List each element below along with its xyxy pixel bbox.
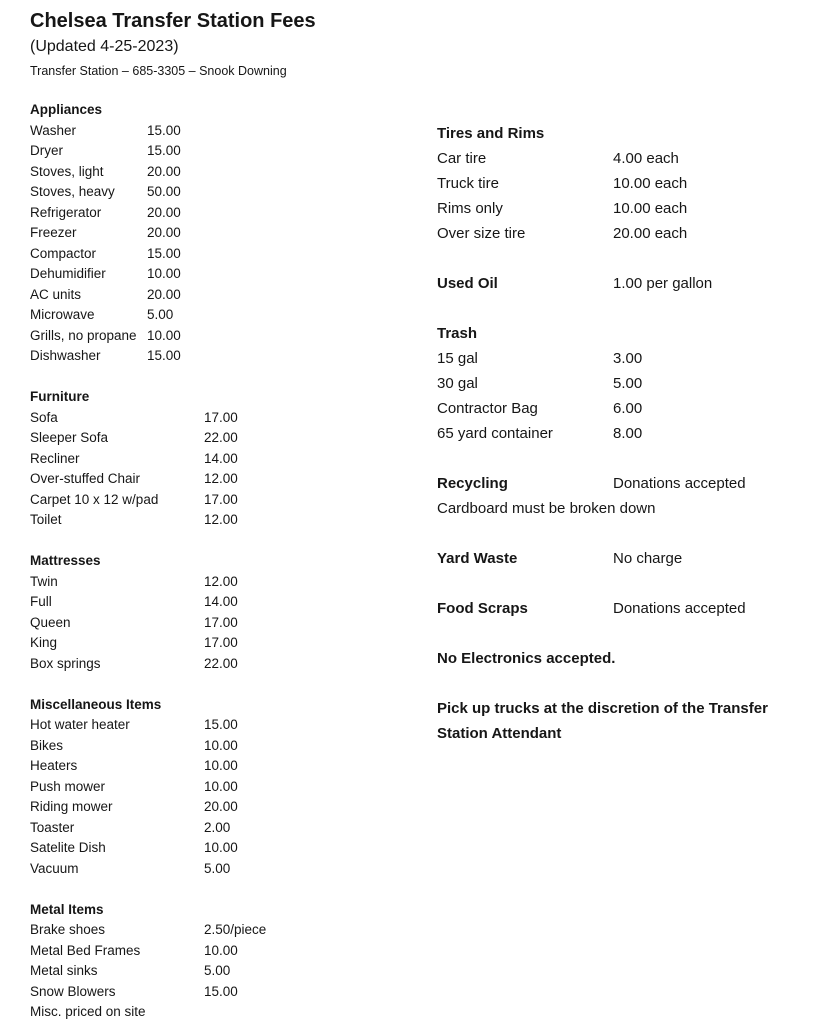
section-title: Trash — [437, 325, 478, 342]
fee-item-label: Misc. priced on site — [30, 1004, 146, 1019]
fee-row — [30, 736, 422, 757]
fee-row — [437, 421, 792, 446]
fee-item-label: Toaster — [30, 819, 75, 835]
fee-row — [437, 546, 792, 571]
fee-item-price: 14.00 — [204, 450, 238, 466]
fee-row — [437, 171, 792, 196]
fee-item-label: Recliner — [30, 450, 80, 466]
fee-row — [437, 146, 792, 171]
fee-row — [30, 859, 422, 880]
fee-item-price: 12.00 — [204, 512, 238, 527]
fee-item-price: 2.00 — [204, 819, 231, 835]
fee-item-label: Freezer — [30, 225, 77, 240]
fee-item-label: Refrigerator — [30, 204, 102, 220]
fee-item-label: Bikes — [30, 737, 64, 753]
fee-item-label: 30 gal — [437, 375, 478, 392]
fee-row — [437, 346, 792, 371]
fee-item-price: 10.00 — [147, 327, 181, 343]
fee-item-label: Dishwasher — [30, 348, 101, 363]
fee-item-label: Sofa — [30, 409, 58, 425]
fee-row — [30, 264, 422, 285]
fee-item-label: Riding mower — [30, 799, 113, 814]
fee-row — [30, 633, 422, 654]
fee-item-price: 20.00 — [204, 799, 238, 814]
fee-item-label: Dryer — [30, 143, 63, 158]
section-title: Yard Waste — [437, 550, 518, 567]
fee-row — [30, 469, 422, 490]
fee-row — [30, 941, 422, 962]
fee-item-price: 20.00 each — [613, 225, 688, 242]
fee-item-price: 15.00 — [204, 717, 238, 732]
fee-item-price: 20.00 — [147, 163, 181, 179]
section-furniture — [30, 387, 422, 531]
fee-item-price: 5.00 — [204, 860, 231, 876]
section-food-scraps — [437, 596, 792, 621]
section-title: Metal Items — [30, 901, 104, 917]
fee-row — [30, 223, 422, 244]
fee-item-price: 1.00 per gallon — [613, 275, 713, 292]
section-mattresses — [30, 551, 422, 674]
fee-row — [30, 203, 422, 224]
fee-row — [437, 471, 792, 496]
fee-item-price: 5.00 — [204, 963, 231, 978]
fee-item-price: 10.00 — [147, 266, 181, 281]
section-title: Tires and Rims — [437, 125, 545, 142]
fee-item-price: Donations accepted — [613, 600, 746, 617]
fee-item-label: Hot water heater — [30, 717, 130, 732]
section-tires-and-rims — [437, 121, 792, 246]
section-title: Recycling — [437, 475, 508, 492]
fee-row — [437, 196, 792, 221]
fee-row — [30, 182, 422, 203]
fee-item-label: Over size tire — [437, 225, 526, 242]
fee-item-label: Stoves, heavy — [30, 184, 115, 199]
fee-item-price: 15.00 — [147, 143, 181, 158]
fee-item-price: 10.00 — [204, 840, 238, 855]
statement-no-electronics-accepted: No Electronics accepted. — [437, 650, 616, 667]
fee-item-label: AC units — [30, 286, 82, 302]
fee-row — [30, 654, 422, 675]
fee-item-label: Toilet — [30, 512, 62, 527]
fee-item-label: Grills, no propane — [30, 327, 137, 343]
fee-item-price: 8.00 — [613, 425, 643, 442]
fee-item-price: 22.00 — [204, 430, 238, 445]
fee-item-price: 20.00 — [147, 204, 181, 220]
fee-item-price: 2.50/piece — [204, 922, 267, 937]
fee-item-label: Metal Bed Frames — [30, 942, 141, 958]
fee-row — [30, 285, 422, 306]
fee-item-price: No charge — [613, 550, 683, 567]
fee-item-price: 10.00 each — [613, 200, 688, 217]
fee-item-label: Push mower — [30, 778, 106, 794]
fee-item-price: 5.00 — [147, 307, 174, 322]
fee-row — [30, 592, 422, 613]
fee-item-label: Metal sinks — [30, 963, 98, 978]
fee-item-label: Over-stuffed Chair — [30, 471, 141, 486]
fee-row — [30, 572, 422, 593]
fee-item-price: 6.00 — [613, 400, 643, 417]
fee-row — [437, 221, 792, 246]
fee-item-label: Dehumidifier — [30, 266, 106, 281]
fee-row — [437, 271, 792, 296]
fee-row — [30, 797, 422, 818]
fee-item-price: 5.00 — [613, 375, 643, 392]
fee-item-price: 10.00 — [204, 758, 238, 773]
section-title: Mattresses — [30, 553, 101, 568]
section-appliances — [30, 100, 422, 367]
statement-pick-up-trucks: Pick up trucks at the discretion of the Transfer Station Attendant — [437, 700, 768, 742]
contact-line: Transfer Station – 685-3305 – Snook Downing — [30, 64, 287, 78]
fee-item-price: 10.00 — [204, 778, 238, 794]
fee-item-price: 10.00 — [204, 737, 238, 753]
fee-item-price: 14.00 — [204, 594, 238, 609]
fee-row — [30, 982, 422, 1003]
section-title: Food Scraps — [437, 600, 528, 617]
fee-item-label: Snow Blowers — [30, 983, 116, 999]
left-column — [30, 100, 422, 1023]
fee-row — [437, 596, 792, 621]
fee-item-label: Twin — [30, 573, 58, 589]
fee-item-price: 17.00 — [204, 491, 238, 507]
fee-row — [30, 490, 422, 511]
fee-item-label: Sleeper Sofa — [30, 430, 109, 445]
fee-item-label: Truck tire — [437, 175, 499, 192]
section-yard-waste — [437, 546, 792, 571]
fee-item-price: 20.00 — [147, 225, 181, 240]
fee-item-label: Washer — [30, 122, 77, 138]
fee-row — [30, 613, 422, 634]
fee-item-price: 15.00 — [147, 348, 181, 363]
fee-row — [30, 715, 422, 736]
fee-item-price: 15.00 — [147, 122, 181, 138]
fee-item-label: Queen — [30, 614, 71, 630]
fee-row — [30, 428, 422, 449]
fee-row — [30, 777, 422, 798]
fee-row — [30, 121, 422, 142]
section-note: Cardboard must be broken down — [437, 500, 656, 517]
fee-row — [30, 346, 422, 367]
fee-row — [30, 1002, 422, 1023]
section-miscellaneous-items — [30, 695, 422, 880]
section-trash — [437, 321, 792, 446]
fee-row — [30, 449, 422, 470]
fee-row — [30, 756, 422, 777]
fee-row — [30, 408, 422, 429]
fee-item-label: Vacuum — [30, 860, 79, 876]
fee-row — [30, 838, 422, 859]
section-title: Appliances — [30, 102, 103, 117]
fee-item-price: 50.00 — [147, 184, 181, 199]
fee-item-price: 12.00 — [204, 471, 238, 486]
fee-item-label: 15 gal — [437, 350, 478, 367]
fee-item-label: Full — [30, 594, 52, 609]
fee-item-label: Compactor — [30, 245, 97, 261]
fee-item-label: King — [30, 635, 58, 650]
fee-item-price: 15.00 — [204, 983, 238, 999]
fee-item-label: Microwave — [30, 307, 95, 322]
fee-row — [30, 141, 422, 162]
fee-item-price: Donations accepted — [613, 475, 746, 492]
fee-item-label: Box springs — [30, 655, 101, 671]
fee-item-label: Car tire — [437, 150, 487, 167]
fee-item-price: 17.00 — [204, 614, 238, 630]
section-title: Furniture — [30, 389, 90, 404]
fee-row — [30, 961, 422, 982]
document-header — [30, 9, 316, 83]
section-metal-items — [30, 900, 422, 1023]
fee-item-price: 3.00 — [613, 350, 643, 367]
fee-item-label: Stoves, light — [30, 163, 104, 179]
fee-row — [30, 305, 422, 326]
fee-item-price: 22.00 — [204, 655, 238, 671]
fee-row — [30, 326, 422, 347]
fee-item-price: 10.00 each — [613, 175, 688, 192]
section-title: Used Oil — [437, 275, 498, 292]
fee-row — [437, 396, 792, 421]
fee-item-label: Satelite Dish — [30, 840, 106, 855]
section-used-oil — [437, 271, 792, 296]
fee-item-price: 4.00 each — [613, 150, 679, 167]
fee-item-label: Brake shoes — [30, 922, 106, 937]
fee-item-price: 15.00 — [147, 245, 181, 261]
updated-date: (Updated 4-25-2023) — [30, 38, 179, 55]
fee-item-price: 10.00 — [204, 942, 238, 958]
fee-item-price: 17.00 — [204, 409, 238, 425]
fee-row — [30, 510, 422, 531]
fee-item-price: 12.00 — [204, 573, 238, 589]
right-column — [437, 121, 792, 746]
page-title: Chelsea Transfer Station Fees — [30, 10, 316, 32]
fee-row — [437, 371, 792, 396]
fee-row — [30, 244, 422, 265]
fee-item-label: Heaters — [30, 758, 78, 773]
fee-row — [30, 920, 422, 941]
fee-item-label: Contractor Bag — [437, 400, 538, 417]
section-recycling — [437, 471, 792, 521]
fee-row — [30, 818, 422, 839]
fee-item-label: Carpet 10 x 12 w/pad — [30, 491, 159, 507]
fee-item-label: 65 yard container — [437, 425, 553, 442]
fee-row — [30, 162, 422, 183]
fee-item-price: 17.00 — [204, 635, 238, 650]
fee-item-label: Rims only — [437, 200, 503, 217]
fee-item-price: 20.00 — [147, 286, 181, 302]
section-title: Miscellaneous Items — [30, 696, 162, 712]
